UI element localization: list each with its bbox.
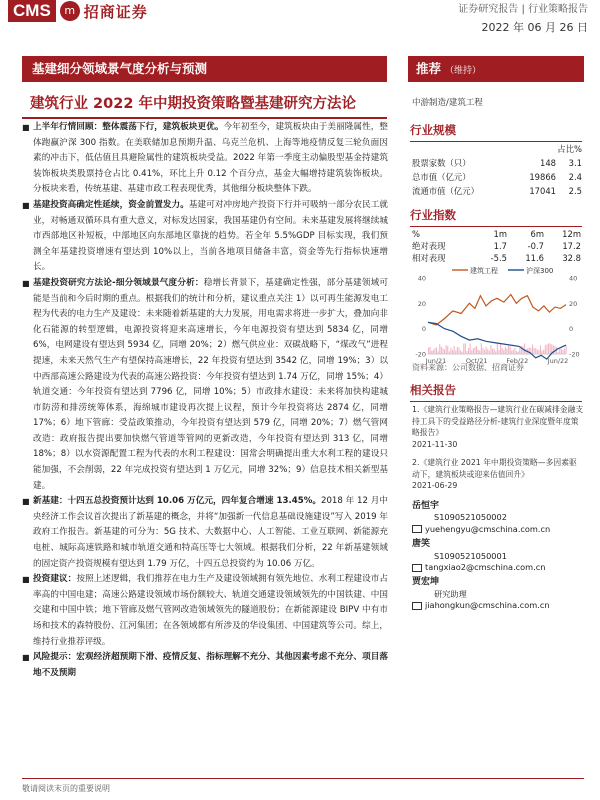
analyst-name: 岳恒宇 bbox=[412, 501, 440, 511]
relative-bar bbox=[534, 348, 535, 354]
relative-bar bbox=[564, 348, 565, 354]
relative-bar bbox=[502, 348, 503, 354]
relative-bar bbox=[518, 352, 519, 354]
relative-bar bbox=[566, 346, 567, 354]
relative-bar bbox=[561, 349, 562, 354]
relative-bar bbox=[559, 349, 560, 354]
related-date: 2021-06-29 bbox=[412, 481, 458, 490]
analyst bbox=[412, 539, 584, 573]
logo-latin: CMS bbox=[8, 0, 56, 22]
table-header bbox=[412, 228, 582, 240]
relative-bar bbox=[460, 350, 461, 354]
y-tick-label: -20 bbox=[569, 350, 580, 359]
analyst-email[interactable]: jiahongkun@cmschina.com.cn bbox=[425, 600, 550, 611]
para-heading: 基建投资研究方法论-细分领域景气度分析： bbox=[33, 277, 204, 288]
relative-bar bbox=[455, 351, 456, 354]
para-heading: 上半年行情回顾：整体震荡下行，建筑板块更优。 bbox=[33, 122, 224, 132]
y-axis-left bbox=[415, 275, 426, 359]
paragraph bbox=[22, 572, 388, 650]
list-item[interactable] bbox=[412, 404, 584, 450]
paragraph bbox=[22, 494, 388, 572]
relative-bar bbox=[540, 345, 541, 354]
chart-source: 资料来源：公司数据、招商证券 bbox=[412, 363, 524, 372]
relative-bar bbox=[468, 348, 469, 354]
cell: 32.8 bbox=[562, 253, 581, 263]
rating-label: 推荐 bbox=[416, 61, 442, 76]
x-tick-label: Jun/22 bbox=[547, 357, 569, 365]
analyst-name: 唐笑 bbox=[412, 539, 431, 550]
related-date: 2021-11-30 bbox=[412, 439, 458, 449]
relative-bar bbox=[487, 349, 488, 354]
y-tick-label: 20 bbox=[417, 299, 426, 308]
relative-bar bbox=[450, 348, 451, 354]
cell: 148 bbox=[540, 158, 556, 168]
relative-bar bbox=[447, 346, 448, 354]
relative-bar bbox=[492, 349, 493, 354]
relative-bar bbox=[538, 350, 539, 354]
table-row bbox=[412, 184, 582, 198]
para-text: 按照上述逻辑，我们推荐在电力生产及建设领域拥有领先地位、水利工程建设市占率高的中国电建；高速公路建设领域市场份额较大、轨道交通建设领域领先的中国铁建、中国交建和中国中铁；地下管廊及燃气管网改造领域领先的隧道股份；在新能源建设 BIPV 中有市场和技术的森特股份、江河集团；在各领域都有所涉及的华设集团、中国建筑等公司。综上，维持行业推荐评级。 bbox=[33, 574, 388, 647]
relative-bar bbox=[543, 350, 544, 354]
y-axis-right bbox=[569, 275, 580, 359]
para-heading: 基建投资高确定性延续，资金前置发力。 bbox=[33, 199, 189, 210]
relative-bar bbox=[550, 344, 551, 354]
mail-icon bbox=[412, 564, 422, 572]
relative-bar bbox=[519, 348, 520, 354]
cell: 2.5 bbox=[568, 186, 582, 196]
relative-bar bbox=[500, 344, 501, 354]
relative-bar bbox=[524, 343, 525, 354]
scale-table bbox=[412, 142, 582, 198]
footer-note: 敬请阅读末页的重要说明 bbox=[22, 784, 110, 793]
relative-bar bbox=[454, 346, 455, 354]
cell: 1m bbox=[493, 229, 507, 239]
relative-bar bbox=[466, 351, 467, 354]
para-heading: 投资建议： bbox=[33, 574, 77, 585]
y-tick-label: 20 bbox=[569, 299, 578, 308]
cell: 19866 bbox=[529, 172, 556, 182]
paragraph bbox=[22, 198, 388, 276]
relative-bar bbox=[484, 350, 485, 354]
relative-bar bbox=[486, 347, 487, 354]
report-type: 证券研究报告 | 行业策略报告 bbox=[458, 4, 588, 15]
relative-bar bbox=[465, 343, 466, 354]
related-title: 1.《建筑行业策略报告—建筑行业在碳减排金融支持工具下的受益路径分析-建筑行业深度暨年度策略报告》 bbox=[412, 405, 584, 437]
logo-mark-icon: m bbox=[60, 1, 80, 21]
relative-bar bbox=[503, 350, 504, 354]
cell: % bbox=[412, 229, 420, 239]
cell: 17.2 bbox=[562, 241, 581, 251]
header-info bbox=[458, 0, 588, 35]
relative-bar bbox=[489, 351, 490, 354]
report-body bbox=[22, 120, 388, 681]
scale-unit: 占比% bbox=[557, 144, 582, 154]
relative-bar bbox=[470, 343, 471, 354]
relative-bars bbox=[428, 343, 567, 354]
relative-bar bbox=[495, 351, 496, 354]
table-row bbox=[412, 142, 582, 156]
para-heading: 风险提示：宏观经济超预期下滑、疫情反复、指标理解不充分、其他因素考虑不充分、项目落地不及预期 bbox=[33, 652, 388, 678]
y-tick-label: 0 bbox=[569, 325, 574, 334]
relative-bar bbox=[428, 348, 429, 354]
cell: 流通市值（亿元） bbox=[412, 186, 479, 196]
title-divider bbox=[22, 117, 387, 119]
analyst bbox=[412, 577, 584, 611]
related-heading: 相关报告 bbox=[410, 382, 582, 402]
relative-bar bbox=[481, 343, 482, 354]
analyst-cert: S1090521050002 bbox=[434, 512, 507, 523]
relative-bar bbox=[505, 347, 506, 354]
analyst-email[interactable]: tangxiao2@cmschina.com.cn bbox=[425, 562, 546, 573]
relative-bar bbox=[490, 345, 491, 354]
x-tick-label: Jun/21 bbox=[425, 357, 447, 365]
relative-bar bbox=[514, 348, 515, 354]
cell: 6m bbox=[530, 229, 544, 239]
relative-bar bbox=[431, 351, 432, 354]
cell: 1.7 bbox=[493, 241, 507, 251]
cell: 11.6 bbox=[525, 253, 544, 263]
paragraph bbox=[22, 650, 388, 681]
relative-bar bbox=[434, 348, 435, 354]
y-tick-label: -20 bbox=[415, 350, 426, 359]
index-heading: 行业指数 bbox=[410, 207, 582, 227]
relative-bar bbox=[562, 350, 563, 354]
x-tick-label: Feb/22 bbox=[506, 357, 529, 365]
para-text: 基建可对冲房地产投资下行并可吸纳一部分农民工就业，对畅通双循环具有重大意义，对标发达国家，我国基建仍有空间。未来基建发展将继续城市西部地区补短板，中部地区向东部地区靠拢的趋势。若全年 5.5%GDP 目标实现，我们预测全年基建投资增速有望达到 10%以上，当前各地项目储备丰富，资金等先行指标快速增长。 bbox=[33, 199, 388, 273]
list-item[interactable] bbox=[412, 457, 584, 492]
relative-bar bbox=[471, 350, 472, 354]
report-date: 2022 年 06 月 26 日 bbox=[481, 21, 588, 34]
relative-bar bbox=[474, 347, 475, 354]
relative-bar bbox=[542, 351, 543, 354]
table-row bbox=[412, 170, 582, 184]
relative-bar bbox=[462, 352, 463, 354]
relative-bar bbox=[452, 350, 453, 354]
relative-bar bbox=[446, 345, 447, 354]
analyst-email[interactable]: yuehengyu@cmschina.com.cn bbox=[425, 523, 551, 534]
relative-bar bbox=[506, 348, 507, 354]
relative-bar bbox=[438, 351, 439, 354]
relative-bar bbox=[479, 350, 480, 354]
cell: 相对表现 bbox=[412, 253, 446, 263]
relative-bar bbox=[511, 351, 512, 354]
logo-cn: 招商证券 bbox=[83, 2, 148, 21]
relative-bar bbox=[532, 344, 533, 354]
relative-bar bbox=[441, 347, 442, 354]
cell: 3.1 bbox=[568, 158, 582, 168]
relative-bar bbox=[510, 346, 511, 354]
relative-bar bbox=[449, 351, 450, 354]
topic-banner: 基建细分领域景气度分析与预测 bbox=[22, 56, 387, 82]
relative-bar bbox=[436, 347, 437, 354]
cell: 2.4 bbox=[568, 172, 582, 182]
relative-bar bbox=[482, 348, 483, 354]
analyst bbox=[412, 501, 584, 535]
analyst-name: 贾宏坤 bbox=[412, 577, 440, 588]
y-tick-label: 40 bbox=[569, 274, 578, 283]
cell: 股票家数（只） bbox=[412, 158, 471, 168]
y-tick-label: 0 bbox=[421, 325, 426, 334]
relative-bar bbox=[537, 350, 538, 354]
cell: -5.5 bbox=[490, 253, 507, 263]
relative-bar bbox=[546, 344, 547, 354]
paragraph bbox=[22, 120, 388, 198]
relative-bar bbox=[513, 350, 514, 354]
relative-bar bbox=[444, 349, 445, 354]
legend-label: 沪深300 bbox=[526, 267, 554, 275]
relative-bar bbox=[497, 344, 498, 354]
related-list bbox=[412, 404, 584, 499]
cell: 17041 bbox=[529, 186, 556, 196]
mail-icon bbox=[412, 525, 422, 533]
rating-sub: （维持） bbox=[445, 66, 482, 76]
relative-bar bbox=[535, 348, 536, 354]
cell: 总市值（亿元） bbox=[412, 172, 471, 182]
analyst-cert: S1090521050001 bbox=[434, 550, 507, 561]
related-title: 2.《建筑行业 2021 年中期投资策略—多因素驱动下，建筑板块或迎来估值回升》 bbox=[412, 458, 577, 479]
series-line-construction bbox=[428, 295, 566, 325]
paragraph bbox=[22, 276, 388, 494]
relative-bar bbox=[439, 344, 440, 354]
relative-bar bbox=[463, 344, 464, 354]
index-chart bbox=[410, 262, 584, 372]
relative-bar bbox=[442, 348, 443, 354]
industry-label: 中游制造/建筑工程 bbox=[412, 98, 483, 108]
legend-label: 建筑工程 bbox=[470, 267, 498, 275]
relative-bar bbox=[457, 347, 458, 354]
relative-bar bbox=[458, 348, 459, 354]
relative-bar bbox=[433, 350, 434, 354]
para-text: 今年初至今，建筑板块由于美丽隆属性，整体跑赢沪深 300 指数。在美联储加息预期升温、乌克兰危机、上海等地疫情反复三轮负面因素的冲击下，低估值且具避险属性的建筑板块受益。2022 年第一季度主动偏股型基金持建筑装饰板块类股票持仓占比 0.41%，环比上升 0.12 个百分点，基金大幅增持建筑装饰板块。分板块来看，传统基建、基建市政工程表现优秀，其他细分板块整体下跌。 bbox=[33, 122, 388, 195]
cell: 绝对表现 bbox=[412, 241, 446, 251]
rating-banner bbox=[408, 56, 584, 82]
footer-divider bbox=[22, 778, 584, 779]
cell: -0.7 bbox=[527, 241, 544, 251]
relative-bar bbox=[508, 345, 509, 354]
relative-bar bbox=[545, 345, 546, 354]
relative-bar bbox=[516, 351, 517, 354]
relative-bar bbox=[498, 350, 499, 354]
relative-bar bbox=[548, 343, 549, 354]
x-tick-label: Oct/21 bbox=[465, 357, 488, 365]
table-row bbox=[412, 156, 582, 170]
relative-bar bbox=[522, 346, 523, 354]
para-text: 稳增长背景下，基建确定性强，部分基建领域可能是当前和今后时期的重点。根据我们的统计和分析，建议重点关注 1）以可再生能源发电工程为代表的电力生产及建设：未来随着新基建的大力发展，用电需求将进一步扩大，叠加向非化石能源的转型逻辑，电源投资将迎来高速增长，今年电源投资有望达到 5834 亿，同增 6%，电网建设有望达到 5934 亿，同增 20%；2）燃气供应业：双碳战略下，“煤改气”进程提速，未来天然气生产有望保持高速增长，22 年投资有望达到 3542 亿，同增 19%；3）以中西部高速公路建设为代表的高速公路投资：今年投资有望达到 1.74 万亿，同增 15%；4）轨道交通：今年投资有望达到 7796 亿，同增 10%；5）市政排水建设：未来将加快构建城市防涝和排涝统筹体系，海绵城市建设再次提上议程，预计今年投资将达 2874 亿，同增 17%；6）地下管廊：受益政策推动，今年投资有望达到 579 亿，同增 20%；7）燃气管网改造：政府报告提出要加快燃气管道等管网的更新改造，今年投资有望达到 313 亿，同增 18%；8）以水资源配置工程为代表的水利工程建设：国常会明确提出重大水利工程的建设只能加强，不会削弱，22 年完成投资有望达到 1 万亿元，同增 32%；9）信息技术相关新型基建。 bbox=[33, 277, 388, 491]
analyst-list bbox=[412, 501, 584, 616]
relative-bar bbox=[473, 348, 474, 354]
relative-bar bbox=[478, 349, 479, 354]
para-heading: 新基建：十四五总投资预计达到 10.06 万亿元，四年复合增速 13.45%。 bbox=[33, 496, 321, 507]
para-text: 2018 年 12 月中央经济工作会议首次提出了新基建的概念，并将“加强新一代信息基础设施建设”写入 2019 年政府工作报告。新基建的可分为：5G 技术、大数据中心、人工智能、工业互联网、新能源充电桩、城际高速铁路和城市轨道交通和特高压等七大领域。根据我们分析，22 年新基建领域的固定资产投资规模有望达到 1.79 万亿，十四五总投资约为 10.06 万亿。 bbox=[33, 496, 388, 569]
cell: 12m bbox=[562, 229, 581, 239]
table-row bbox=[412, 240, 582, 252]
scale-heading: 行业规模 bbox=[410, 122, 582, 142]
relative-bar bbox=[430, 347, 431, 354]
index-table bbox=[412, 228, 582, 264]
analyst-cert: 研究助理 bbox=[434, 588, 467, 599]
mail-icon bbox=[412, 602, 422, 610]
report-title: 建筑行业 2022 年中期投资策略暨基建研究方法论 bbox=[30, 96, 356, 112]
y-tick-label: 40 bbox=[417, 274, 426, 283]
relative-bar bbox=[494, 349, 495, 354]
relative-bar bbox=[476, 346, 477, 354]
relative-bar bbox=[558, 352, 559, 354]
company-logo bbox=[8, 0, 148, 22]
chart-legend bbox=[452, 266, 553, 275]
